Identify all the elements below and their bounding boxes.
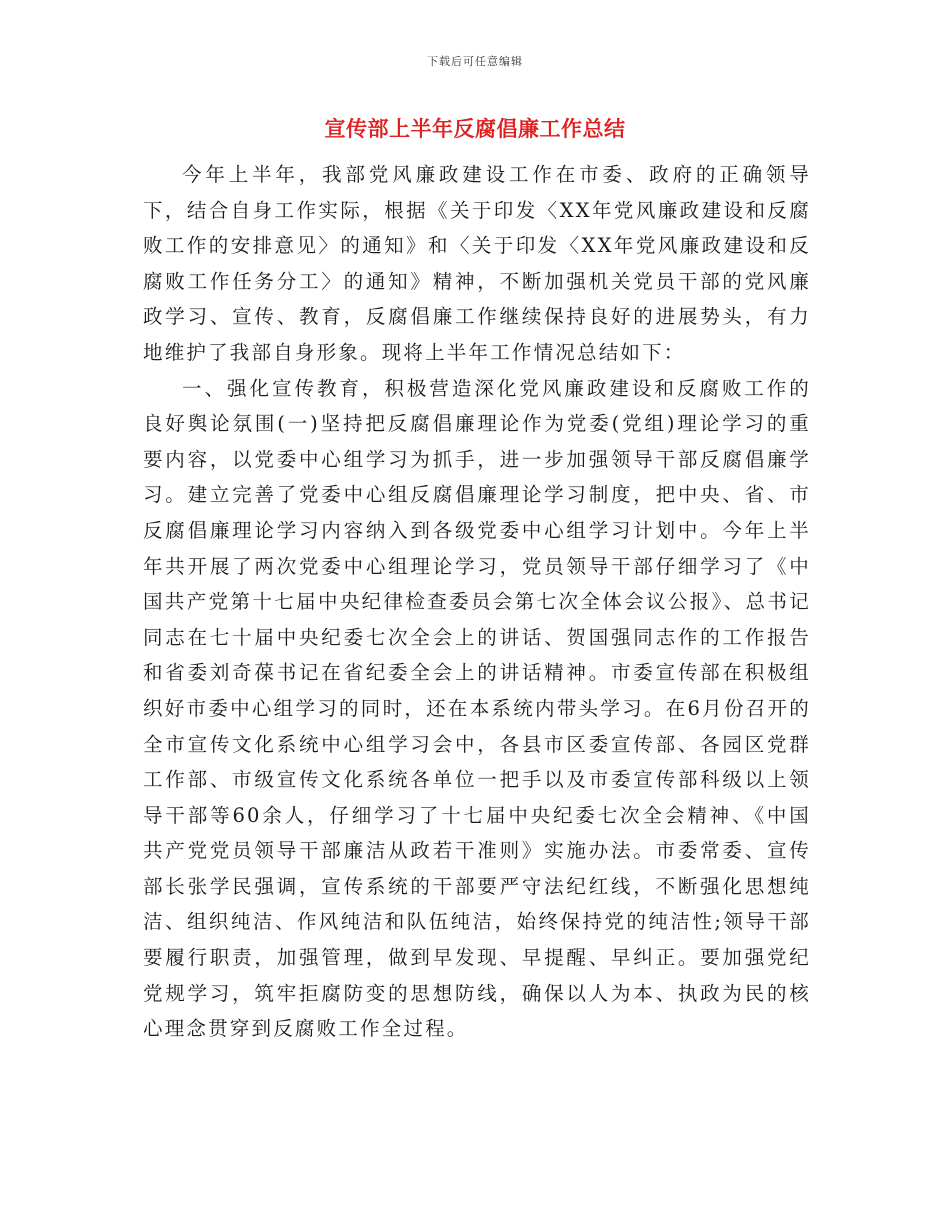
paragraph-intro: 今年上半年，我部党风廉政建设工作在市委、政府的正确领导下，结合自身工作实际，根据《关于印发〈XX年党风廉政建设和反腐败工作的安排意见〉的通知》和〈关于印发〈XX年党风廉政建设和反腐败工作任务分工〉的通知》精神，不断加强机关党员干部的党风廉政学习、宣传、教育，反腐倡廉工作继续保持良好的进展势头，有力地维护了我部自身形象。现将上半年工作情况总结如下： bbox=[143, 163, 811, 364]
document-title: 宣传部上半年反腐倡廉工作总结 bbox=[324, 116, 626, 141]
document-body bbox=[143, 157, 811, 1047]
header-note: 下载后可任意编辑 bbox=[427, 55, 523, 68]
paragraph-section-one: 一、强化宣传教育，积极营造深化党风廉政建设和反腐败工作的良好舆论氛围(一)坚持把反腐倡廉理论作为党委(党组)理论学习的重要内容，以党委中心组学习为抓手，进一步加强领导干部反腐倡廉学习。建立完善了党委中心组反腐倡廉理论学习制度，把中央、省、市反腐倡廉理论学习内容纳入到各级党委中心组学习计划中。今年上半年共开展了两次党委中心组理论学习，党员领导干部仔细学习了《中国共产党第十七届中央纪律检查委员会第七次全体会议公报》、总书记同志在七十届中央纪委七次全会上的讲话、贺国强同志作的工作报告和省委刘奇葆书记在省纪委全会上的讲话精神。市委宣传部在积极组织好市委中心组学习的同时，还在本系统内带头学习。在6月份召开的全市宣传文化系统中心组学习会中，各县市区委宣传部、各园区党群工作部、市级宣传文化系统各单位一把手以及市委宣传部科级以上领导干部等60余人，仔细学习了十七届中央纪委七次全会精神、《中国共产党党员领导干部廉洁从政若干准则》实施办法。市委常委、宣传部长张学民强调，宣传系统的干部要严守法纪红线，不断强化思想纯洁、组织纯洁、作风纯洁和队伍纯洁，始终保持党的纯洁性;领导干部要履行职责，加强管理，做到早发现、早提醒、早纠正。要加强党纪党规学习，筑牢拒腐防变的思想防线，确保以人为本、执政为民的核心理念贯穿到反腐败工作全过程。 bbox=[143, 376, 811, 1041]
